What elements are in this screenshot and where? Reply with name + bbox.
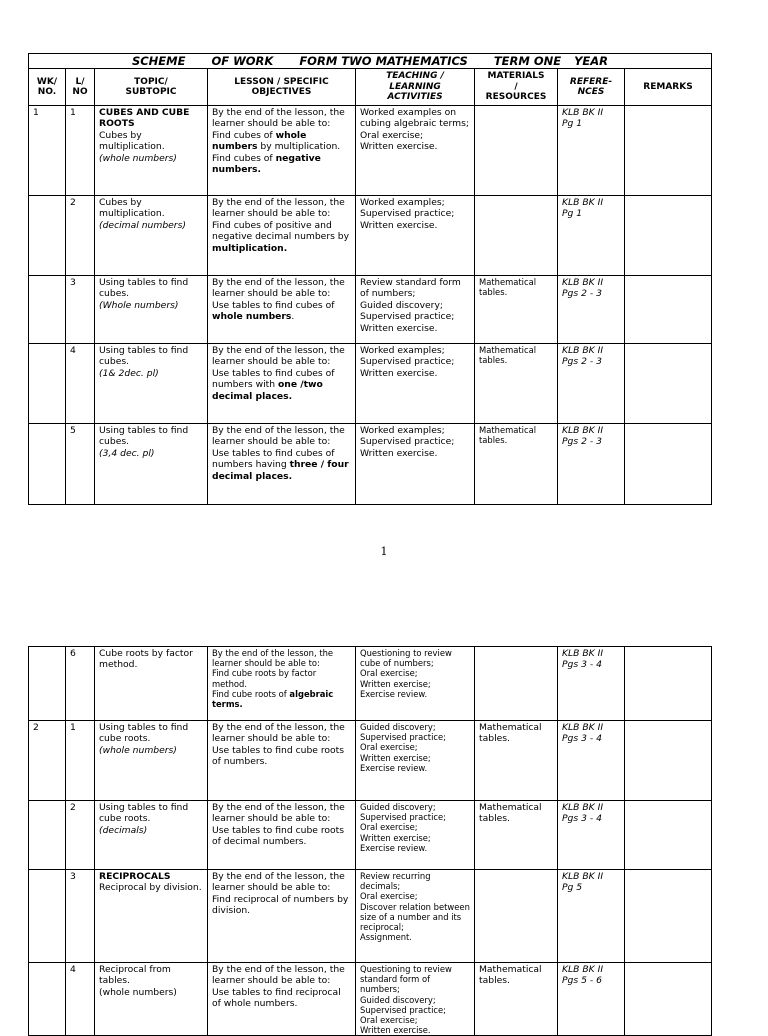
materials-cell: Mathematical tables. (475, 801, 558, 870)
scheme-title (29, 54, 712, 69)
references-cell: KLB BK II Pg 1 (558, 196, 625, 276)
objective: Find cubes of whole numbers by multiplication. (212, 129, 341, 153)
references-cell: KLB BK II Pg 1 (558, 106, 625, 196)
subtopic-note: (whole numbers) (99, 152, 177, 164)
subtopic-note: (1& 2dec. pl) (99, 367, 159, 379)
objective-intro: By the end of the lesson, the learner should be able to: (212, 964, 345, 987)
topic-cell (95, 106, 208, 196)
materials-cell: Mathematical tables. (475, 344, 558, 424)
activities-cell: Worked examples on cubing algebraic terms; Oral exercise; Written exercise. (356, 106, 475, 196)
subtopic: Cubes by multiplication. (99, 197, 165, 220)
title-part: FORM TWO MATHEMATICS (299, 54, 468, 68)
objective: Use tables to find cubes of numbers with one /two decimal places. (212, 367, 335, 402)
week-cell: 2 (29, 721, 66, 801)
objective: Find cubes of negative numbers. (212, 152, 321, 176)
lesson-cell: 4 (66, 963, 95, 1036)
activities-cell: Questioning to review cube of numbers; Oral exercise; Written exercise; Exercise review. (356, 647, 475, 721)
subtopic-note: (3,4 dec. pl) (99, 447, 155, 459)
header-objectives: LESSON / SPECIFIC OBJECTIVES (208, 69, 356, 106)
materials-cell (475, 870, 558, 963)
lesson-cell: 3 (66, 870, 95, 963)
references-cell: KLB BK II Pgs 3 - 4 (558, 801, 625, 870)
lesson-cell: 2 (66, 196, 95, 276)
header-topic: TOPIC/ SUBTOPIC (95, 69, 208, 106)
objective: Use tables to find reciprocal of whole numbers. (212, 986, 341, 1010)
table-row (29, 721, 712, 801)
subtopic: Using tables to find cube roots. (99, 722, 189, 745)
subtopic-note: (whole numbers) (99, 744, 177, 756)
materials-cell: Mathematical tables. (475, 963, 558, 1036)
objective-intro: By the end of the lesson, the learner should be able to: (212, 425, 345, 448)
week-cell (29, 276, 66, 344)
objective: Find reciprocal of numbers by division. (212, 893, 349, 917)
remarks-cell (625, 647, 712, 721)
remarks-cell (625, 424, 712, 505)
subtopic-note: (decimals) (99, 824, 148, 836)
header-row (29, 69, 712, 106)
subtopic-note: (decimal numbers) (99, 219, 186, 231)
topic-cell (95, 963, 208, 1036)
table-row (29, 344, 712, 424)
subtopic: Cubes by multiplication. (99, 129, 165, 153)
scheme-table-page-2 (28, 646, 712, 1036)
objectives-cell (208, 106, 356, 196)
materials-cell (475, 196, 558, 276)
week-cell (29, 963, 66, 1036)
subtopic: Using tables to find cubes. (99, 345, 189, 368)
topic-cell (95, 721, 208, 801)
topic-cell (95, 196, 208, 276)
remarks-cell (625, 344, 712, 424)
subtopic-note: (whole numbers) (99, 986, 177, 998)
objectives-cell (208, 801, 356, 870)
header-week: WK/ NO. (29, 69, 66, 106)
objective: Find cube roots of algebraic terms. (212, 688, 334, 710)
references-cell: KLB BK II Pgs 2 - 3 (558, 276, 625, 344)
objective-intro: By the end of the lesson, the learner should be able to: (212, 871, 345, 894)
lesson-cell: 6 (66, 647, 95, 721)
table-row (29, 276, 712, 344)
table-row (29, 963, 712, 1036)
topic-cell (95, 344, 208, 424)
objectives-cell (208, 963, 356, 1036)
objectives-cell (208, 196, 356, 276)
objective: Find cube roots by factor method. (212, 668, 317, 689)
topic-cell (95, 424, 208, 505)
activities-cell: Review standard form of numbers; Guided discovery; Supervised practice; Written exercise. (356, 276, 475, 344)
lesson-cell: 2 (66, 801, 95, 870)
references-cell: KLB BK II Pgs 5 - 6 (558, 963, 625, 1036)
subtopic: Cube roots by factor method. (99, 648, 193, 671)
materials-cell (475, 106, 558, 196)
table-row (29, 801, 712, 870)
week-cell (29, 424, 66, 505)
header-remarks: REMARKS (625, 69, 712, 106)
objective-intro: By the end of the lesson, the learner should be able to: (212, 648, 334, 669)
table-row (29, 106, 712, 196)
subtopic: Using tables to find cubes. (99, 277, 189, 300)
week-cell (29, 344, 66, 424)
objectives-cell (208, 344, 356, 424)
week-cell (29, 870, 66, 963)
references-cell: KLB BK II Pgs 3 - 4 (558, 647, 625, 721)
lesson-cell: 4 (66, 344, 95, 424)
references-cell: KLB BK II Pgs 2 - 3 (558, 344, 625, 424)
table-row (29, 196, 712, 276)
subtopic: Using tables to find cube roots. (99, 802, 189, 825)
remarks-cell (625, 963, 712, 1036)
lesson-cell: 5 (66, 424, 95, 505)
header-activities: TEACHING / LEARNING ACTIVITIES (356, 69, 475, 106)
header-lesson-number: L/ NO (66, 69, 95, 106)
objective: Use tables to find cube roots of decimal numbers. (212, 824, 345, 848)
lesson-cell: 3 (66, 276, 95, 344)
topic-cell (95, 801, 208, 870)
activities-cell: Guided discovery; Supervised practice; Oral exercise; Written exercise; Exercise review. (356, 801, 475, 870)
materials-cell: Mathematical tables. (475, 424, 558, 505)
header-references: REFERE- NCES (558, 69, 625, 106)
week-cell: 1 (29, 106, 66, 196)
remarks-cell (625, 721, 712, 801)
lesson-cell: 1 (66, 721, 95, 801)
objective: Use tables to find cube roots of numbers. (212, 744, 345, 768)
subtopic: Reciprocal from tables. (99, 964, 171, 987)
table-row (29, 870, 712, 963)
activities-cell: Guided discovery; Supervised practice; Oral exercise; Written exercise; Exercise review. (356, 721, 475, 801)
topic-title: RECIPROCALS (99, 871, 171, 882)
objectives-cell (208, 647, 356, 721)
title-part: SCHEME (131, 54, 186, 68)
objective: Find cubes of positive and negative decimal numbers by multiplication. (212, 219, 350, 254)
title-row (29, 54, 712, 69)
topic-cell (95, 870, 208, 963)
activities-cell: Questioning to review standard form of numbers; Guided discovery; Supervised practice; Oral exercise; Written exercise. (356, 963, 475, 1036)
activities-cell: Worked examples; Supervised practice; Written exercise. (356, 344, 475, 424)
references-cell: KLB BK II Pg 5 (558, 870, 625, 963)
remarks-cell (625, 106, 712, 196)
topic-title: CUBES AND CUBE ROOTS (99, 107, 190, 130)
title-part: YEAR (574, 54, 609, 68)
materials-cell (475, 647, 558, 721)
subtopic-note: (Whole numbers) (99, 299, 179, 311)
objective: Use tables to find cubes of whole numbers. (212, 299, 335, 323)
objective-intro: By the end of the lesson, the learner should be able to: (212, 277, 345, 300)
title-part: OF WORK (211, 54, 274, 68)
topic-cell (95, 647, 208, 721)
objective-intro: By the end of the lesson, the learner should be able to: (212, 345, 345, 368)
objective-intro: By the end of the lesson, the learner should be able to: (212, 722, 345, 745)
objectives-cell (208, 276, 356, 344)
references-cell: KLB BK II Pgs 3 - 4 (558, 721, 625, 801)
objective-intro: By the end of the lesson, the learner should be able to: (212, 802, 345, 825)
scheme-table-page-1 (28, 53, 712, 505)
activities-cell: Worked examples; Supervised practice; Written exercise. (356, 424, 475, 505)
objective: Use tables to find cubes of numbers having three / four decimal places. (212, 447, 349, 482)
remarks-cell (625, 196, 712, 276)
materials-cell: Mathematical tables. (475, 276, 558, 344)
table-row (29, 424, 712, 505)
objective-intro: By the end of the lesson, the learner should be able to: (212, 197, 345, 220)
activities-cell: Review recurring decimals; Oral exercise; Discover relation between size of a number and its reciprocal; Assignment. (356, 870, 475, 963)
table-row (29, 647, 712, 721)
objectives-cell (208, 721, 356, 801)
week-cell (29, 647, 66, 721)
remarks-cell (625, 801, 712, 870)
objectives-cell (208, 870, 356, 963)
page-number: 1 (380, 545, 388, 558)
lesson-cell: 1 (66, 106, 95, 196)
header-materials: MATERIALS / RESOURCES (475, 69, 558, 106)
materials-cell: Mathematical tables. (475, 721, 558, 801)
objectives-cell (208, 424, 356, 505)
activities-cell: Worked examples; Supervised practice; Written exercise. (356, 196, 475, 276)
title-part: ONE (533, 54, 562, 68)
subtopic: Reciprocal by division. (99, 882, 202, 894)
title-part: TERM (493, 54, 530, 68)
remarks-cell (625, 276, 712, 344)
references-cell: KLB BK II Pgs 2 - 3 (558, 424, 625, 505)
remarks-cell (625, 870, 712, 963)
week-cell (29, 801, 66, 870)
objective-intro: By the end of the lesson, the learner should be able to: (212, 107, 345, 130)
subtopic: Using tables to find cubes. (99, 425, 189, 448)
topic-cell (95, 276, 208, 344)
week-cell (29, 196, 66, 276)
